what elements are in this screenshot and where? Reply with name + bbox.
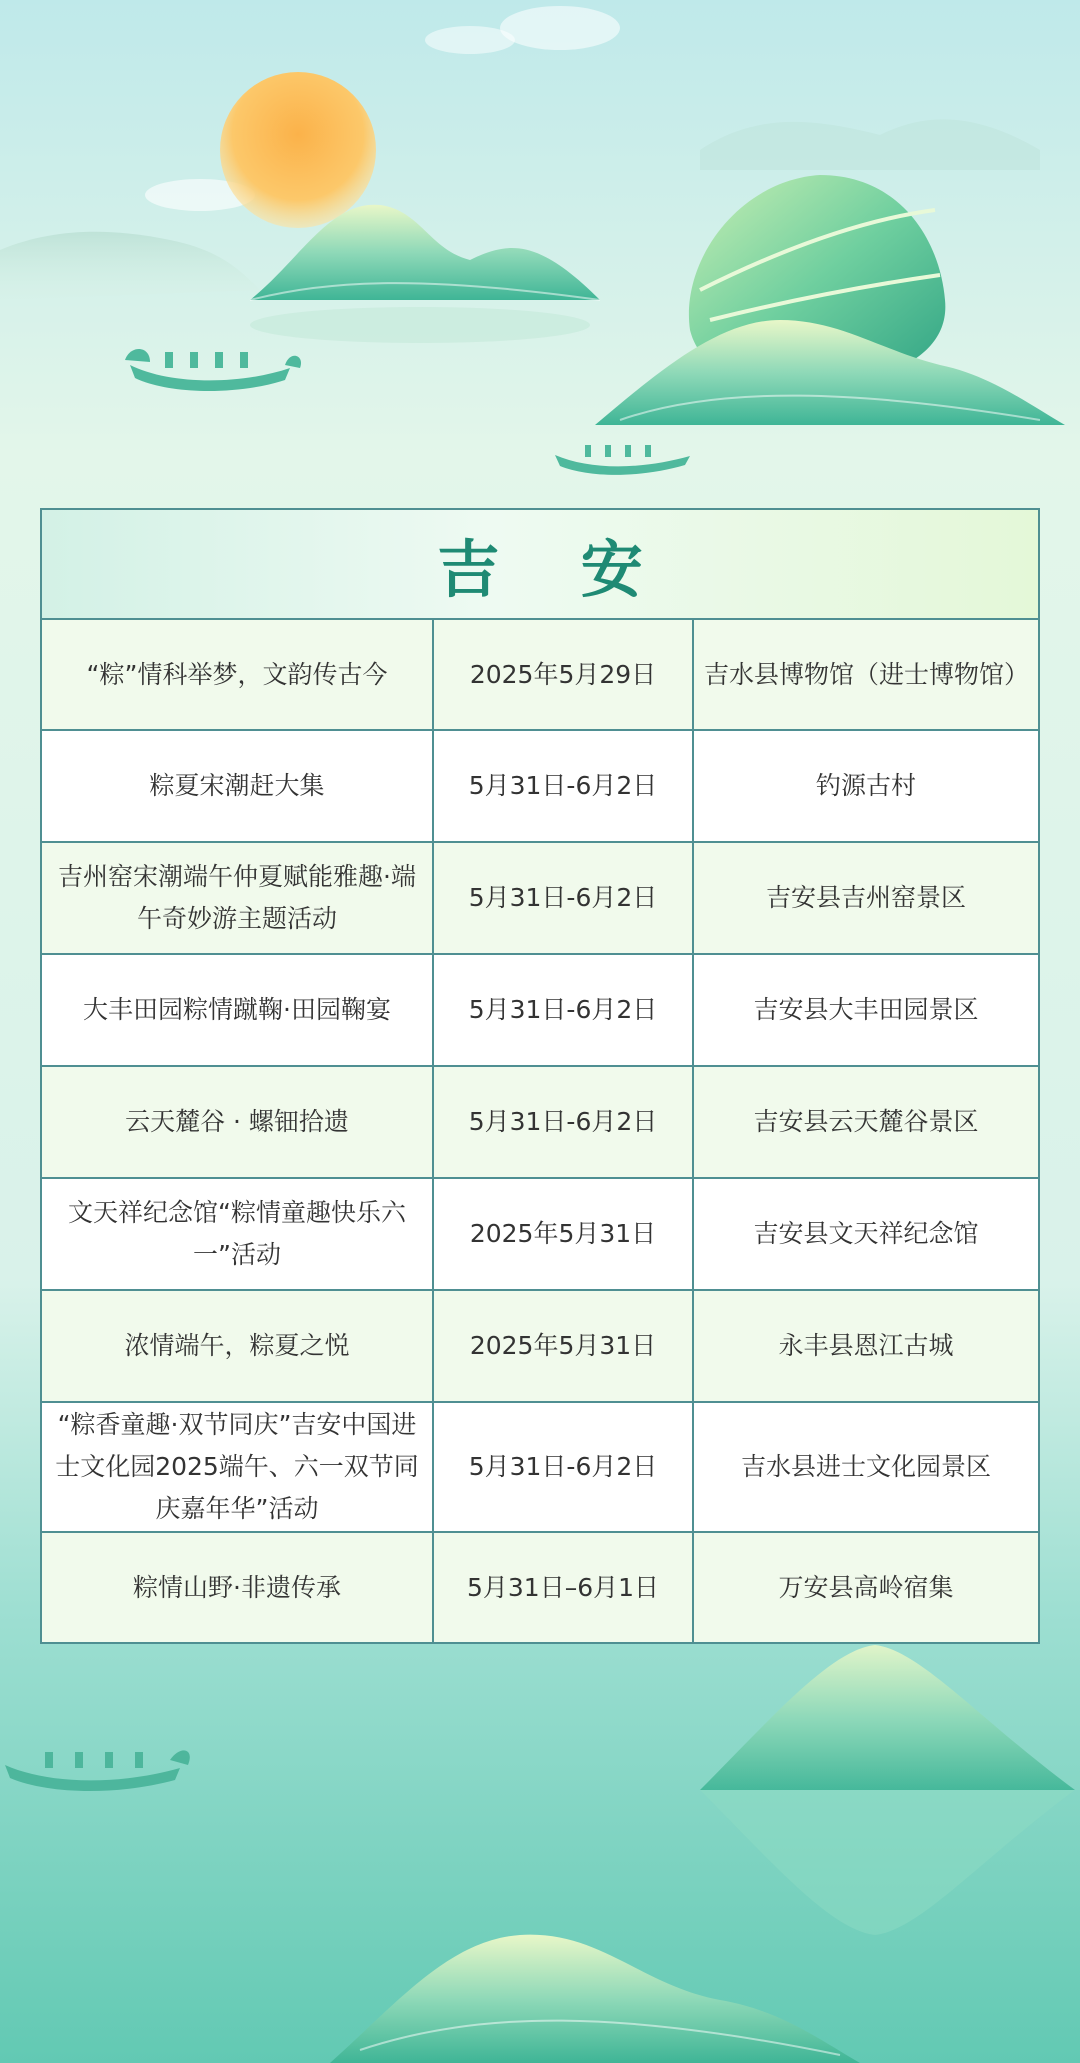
event-name: 文天祥纪念馆“粽情童趣快乐六一”活动: [42, 1178, 433, 1290]
event-date: 5月31日-6月2日: [433, 954, 693, 1066]
table-row: [42, 1532, 1038, 1642]
event-date: 5月31日-6月2日: [433, 842, 693, 954]
event-name: “粽香童趣·双节同庆”吉安中国进士文化园2025端午、六一双节同庆嘉年华”活动: [42, 1402, 433, 1532]
table-row: [42, 1290, 1038, 1402]
event-date: 2025年5月31日: [433, 1178, 693, 1290]
event-name: 吉州窑宋潮端午仲夏赋能雅趣·端午奇妙游主题活动: [42, 842, 433, 954]
event-date: 5月31日-6月2日: [433, 730, 693, 842]
event-venue: 吉安县云天麓谷景区: [693, 1066, 1038, 1178]
event-name: “粽”情科举梦，文韵传古今: [42, 620, 433, 730]
event-name: 粽夏宋潮赶大集: [42, 730, 433, 842]
table-row: [42, 1402, 1038, 1532]
event-name: 粽情山野·非遗传承: [42, 1532, 433, 1642]
event-table-body: [42, 620, 1038, 1642]
event-venue: 吉水县博物馆（进士博物馆）: [693, 620, 1038, 730]
table-row: [42, 620, 1038, 730]
table-row: [42, 842, 1038, 954]
event-table: [40, 508, 1040, 1644]
event-date: 5月31日–6月1日: [433, 1532, 693, 1642]
event-venue: 吉安县文天祥纪念馆: [693, 1178, 1038, 1290]
event-venue: 钓源古村: [693, 730, 1038, 842]
table-row: [42, 1066, 1038, 1178]
event-date: 5月31日-6月2日: [433, 1066, 693, 1178]
event-venue: 万安县高岭宿集: [693, 1532, 1038, 1642]
event-name: 云天麓谷 · 螺钿拾遗: [42, 1066, 433, 1178]
table-row: [42, 954, 1038, 1066]
table-title-row: [42, 510, 1038, 620]
table-row: [42, 1178, 1038, 1290]
table-title: 吉 安: [437, 532, 673, 606]
table-row: [42, 730, 1038, 842]
event-date: 5月31日-6月2日: [433, 1402, 693, 1532]
event-venue: 永丰县恩江古城: [693, 1290, 1038, 1402]
event-venue: 吉安县吉州窑景区: [693, 842, 1038, 954]
event-date: 2025年5月31日: [433, 1290, 693, 1402]
event-name: 大丰田园粽情蹴鞠·田园鞠宴: [42, 954, 433, 1066]
event-venue: 吉安县大丰田园景区: [693, 954, 1038, 1066]
event-name: 浓情端午，粽夏之悦: [42, 1290, 433, 1402]
event-date: 2025年5月29日: [433, 620, 693, 730]
event-venue: 吉水县进士文化园景区: [693, 1402, 1038, 1532]
